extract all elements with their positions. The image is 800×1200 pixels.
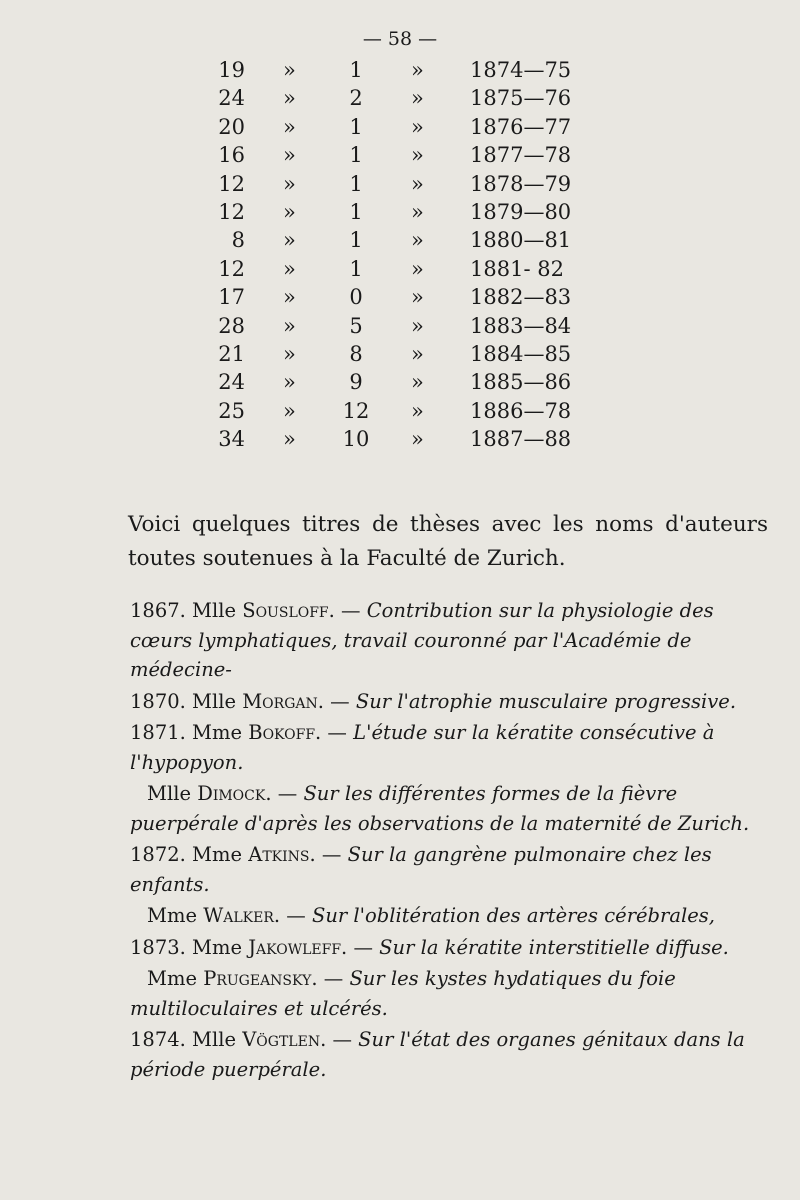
ditto-mark: » [283,114,296,139]
table-row [0,370,800,398]
ditto-mark: » [283,427,296,452]
admitted-cell: 1 [349,199,363,224]
thesis-entry: Mme Walker. — Sur l'oblitération des artères cérébrales, [147,904,715,927]
thesis-honorific: Mme [147,967,197,990]
table-row [0,143,800,171]
intro-line-2: toutes soutenues à la Faculté de Zurich. [128,546,566,571]
year-cell: 1875—76 [470,86,572,111]
thesis-entry: 1874. Mlle Vögtlen. — Sur l'état des organes génitaux dans la période puerpérale. [130,1028,745,1081]
count-cell: 19 [218,58,245,82]
thesis-entry: Mlle Dimock. — Sur les différentes formes de la fièvre puerpérale d'après les observations de la maternité de Zurich. [130,782,750,835]
ditto-mark: » [411,58,424,82]
count-cell: 12 [218,256,245,281]
page-number: — 58 — [362,28,438,50]
thesis-year: 1871. [130,721,186,744]
thesis-honorific: Mme [192,843,243,866]
table-row [0,342,800,370]
count-cell: 28 [218,313,245,338]
year-cell: 1885—86 [470,370,572,395]
year-cell: 1874—75 [470,58,572,82]
count-cell: 12 [218,199,245,224]
year-cell: 1876—77 [470,114,572,139]
thesis-honorific: Mlle [192,599,237,622]
admitted-cell: 1 [349,256,363,281]
ditto-mark: » [283,228,296,253]
ditto-mark: » [283,143,296,168]
ditto-mark: » [411,370,424,395]
year-cell: 1881- 82 [470,256,564,281]
count-cell: 16 [218,143,245,168]
count-cell: 12 [218,171,245,196]
admitted-cell: 10 [342,427,370,452]
admitted-cell: 1 [349,228,363,253]
table-row [0,314,800,342]
count-cell: 8 [231,228,245,253]
table-row [0,285,800,313]
year-cell: 1886—78 [470,398,572,423]
thesis-author: Vögtlen. [242,1028,327,1051]
thesis-title: Contribution sur la physiologie des cœurs lymphatiques, travail couronné par l'Académie de médecine- [130,599,714,681]
thesis-author: Walker. [203,904,281,927]
ditto-mark: » [283,86,296,111]
ditto-mark: » [411,427,424,452]
admitted-cell: 9 [349,370,363,395]
thesis-title: Sur l'oblitération des artères cérébrales, [311,904,715,927]
year-cell: 1884—85 [470,341,572,366]
table-row [0,399,800,427]
thesis-honorific: Mme [192,935,243,959]
ditto-mark: » [411,86,424,111]
admitted-cell: 2 [349,86,363,111]
thesis-author: Morgan. [242,689,324,713]
ditto-mark: » [411,171,424,196]
thesis-honorific: Mme [192,721,243,744]
ditto-mark: » [283,313,296,338]
thesis-title: Sur l'état des organes génitaux dans la période puerpérale. [130,1028,745,1081]
intro-paragraph [128,508,768,576]
count-cell: 34 [218,427,245,452]
thesis-honorific: Mlle [147,782,191,805]
admitted-cell: 1 [349,171,363,196]
ditto-mark: » [283,256,296,281]
admitted-cell: 5 [349,313,363,338]
table-row [0,115,800,143]
admitted-cell: 8 [349,341,363,366]
thesis-title: L'étude sur la kératite consécutive à l'hypopyon. [130,721,715,774]
table-row [0,58,800,86]
thesis-author: Dimock. [197,782,272,805]
enrollment-table [0,58,800,455]
thesis-entry: 1867. Mlle Sousloff. — Contribution sur la physiologie des cœurs lymphatiques, travail couronné par l'Académie de médecine- [130,599,714,681]
ditto-mark: » [283,370,296,395]
year-cell: 1880—81 [470,228,572,253]
ditto-mark: » [411,341,424,366]
count-cell: 24 [218,86,245,111]
thesis-author: Bokoff. [248,721,322,744]
year-cell: 1879—80 [470,199,572,224]
ditto-mark: » [283,398,296,423]
thesis-title: Sur les différentes formes de la fièvre puerpérale d'après les observations de la maternité de Zurich. [130,782,750,835]
count-cell: 24 [218,370,245,395]
year-cell: 1878—79 [470,171,572,196]
admitted-cell: 12 [342,398,370,423]
thesis-entry: Mme Prugeansky. — Sur les kystes hydatiques du foie multiloculaires et ulcérés. [130,967,676,1020]
ditto-mark: » [411,228,424,253]
thesis-honorific: Mlle [192,1028,237,1051]
year-cell: 1887—88 [470,427,572,452]
theses-list [130,596,766,1086]
thesis-year: 1874. [130,1028,186,1051]
intro-line-1: Voici quelques titres de thèses avec les noms d'auteurs [128,512,768,537]
thesis-title: Sur la gangrène pulmonaire chez les enfants. [130,843,712,896]
thesis-year: 1867. [130,599,186,622]
count-cell: 17 [218,285,245,310]
ditto-mark: » [411,313,424,338]
admitted-cell: 1 [349,114,363,139]
ditto-mark: » [411,143,424,168]
year-cell: 1883—84 [470,313,572,338]
table-row [0,228,800,256]
thesis-year: 1870. [130,689,186,713]
thesis-author: Sousloff. [242,599,335,622]
thesis-year: 1872. [130,843,186,866]
ditto-mark: » [411,398,424,423]
ditto-mark: » [411,256,424,281]
thesis-author: Atkins. [248,843,316,866]
table-row [0,257,800,285]
ditto-mark: » [411,199,424,224]
admitted-cell: 0 [349,285,363,310]
thesis-honorific: Mlle [192,689,237,713]
thesis-title: Sur l'atrophie musculaire progressive. [355,689,737,713]
count-cell: 25 [218,398,245,423]
ditto-mark: » [411,285,424,310]
table-row [0,86,800,114]
count-cell: 21 [218,341,245,366]
ditto-mark: » [283,285,296,310]
thesis-entry: 1872. Mme Atkins. — Sur la gangrène pulmonaire chez les enfants. [130,843,712,896]
admitted-cell: 1 [349,143,363,168]
table-row [0,427,800,455]
year-cell: 1877—78 [470,143,572,168]
thesis-entry: 1873. Mme Jakowleff. — Sur la kératite interstitielle diffuse. [130,935,729,959]
count-cell: 20 [218,114,245,139]
thesis-honorific: Mme [147,904,197,927]
thesis-title: Sur la kératite interstitielle diffuse. [379,935,729,959]
thesis-title: Sur les kystes hydatiques du foie multiloculaires et ulcérés. [130,967,676,1020]
ditto-mark: » [411,114,424,139]
table-row [0,200,800,228]
table-row [0,172,800,200]
thesis-entry: 1870. Mlle Morgan. — Sur l'atrophie musculaire progressive. [130,689,737,713]
admitted-cell: 1 [349,58,363,82]
ditto-mark: » [283,341,296,366]
thesis-author: Prugeansky. [203,967,318,990]
year-cell: 1882—83 [470,285,572,310]
thesis-year: 1873. [130,935,186,959]
thesis-author: Jakowleff. [248,935,348,959]
ditto-mark: » [283,58,296,82]
thesis-entry: 1871. Mme Bokoff. — L'étude sur la kératite consécutive à l'hypopyon. [130,721,715,774]
ditto-mark: » [283,171,296,196]
ditto-mark: » [283,199,296,224]
